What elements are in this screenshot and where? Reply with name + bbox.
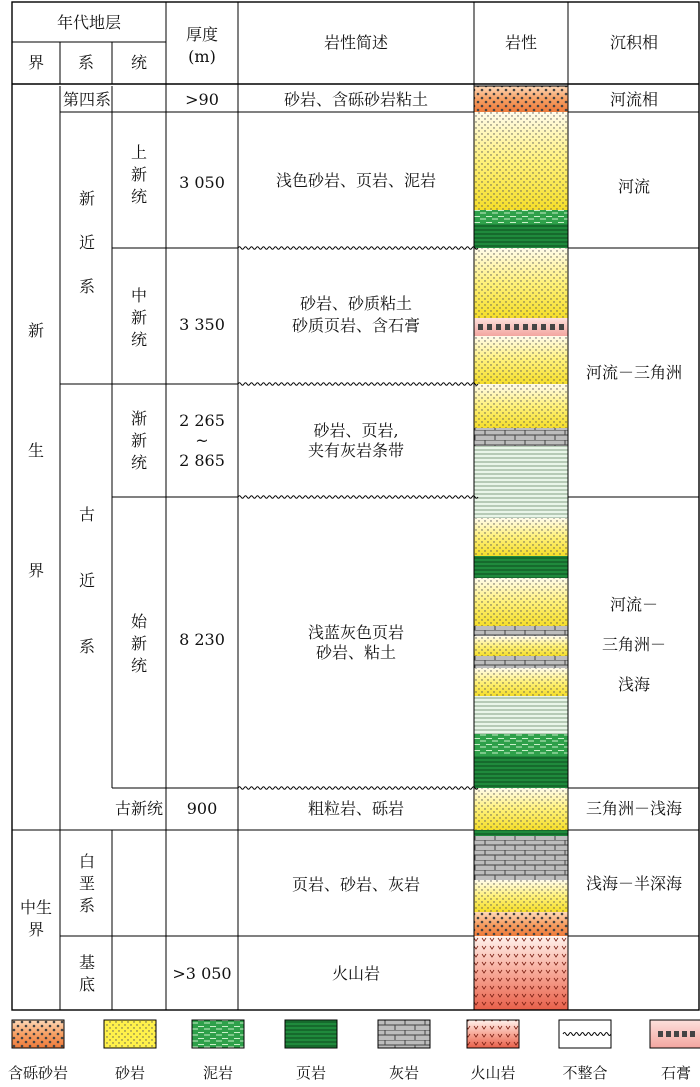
- lithology-description: 砂岩、含砾砂岩粘土: [283, 90, 429, 109]
- facies-label: 浅海: [617, 675, 651, 694]
- lithology-band-peb: [474, 86, 568, 112]
- lithology-description: 砂质页岩、含石膏: [291, 316, 421, 335]
- lithology-band-shalelight: [474, 497, 568, 518]
- header-lithology: 岩性: [504, 33, 538, 52]
- lithology-band-sand: [474, 788, 568, 830]
- era-label: 生: [27, 441, 45, 460]
- thickness-value: ~: [195, 431, 209, 450]
- lithology-band-lime: [474, 656, 568, 668]
- thickness-value: 3 050: [179, 173, 225, 192]
- header-era: 界: [27, 53, 45, 72]
- lithology-description: 砂岩、页岩,: [313, 421, 399, 440]
- series-label: 统: [130, 453, 148, 472]
- facies-label: 河流－三角洲: [585, 363, 683, 382]
- lithology-band-sand: [474, 112, 568, 210]
- lithology-description: 砂岩、砂质粘土: [299, 294, 413, 313]
- lithology-band-lime: [474, 836, 568, 880]
- lithology-band-shale: [474, 224, 568, 248]
- lithology-description: 砂岩、粘土: [315, 643, 397, 662]
- legend-label: 页岩: [295, 1064, 327, 1082]
- era-label: 中生: [19, 898, 53, 917]
- system-label: 近: [78, 233, 96, 252]
- series-label: 新: [130, 634, 148, 653]
- era-label: 界: [27, 920, 45, 939]
- system-label: 系: [78, 277, 96, 296]
- facies-label: 三角洲－: [601, 635, 667, 654]
- header-thickness-unit: (m): [188, 47, 216, 66]
- lithology-band-sand: [474, 668, 568, 696]
- system-label: 第四系: [62, 90, 112, 109]
- legend-label: 砂岩: [114, 1064, 146, 1082]
- lithology-column: [474, 86, 568, 1010]
- lithology-band-peb: [474, 912, 568, 936]
- lithology-band-vol: [474, 936, 568, 1010]
- series-label: 新: [130, 431, 148, 450]
- lithology-band-shale: [474, 830, 568, 836]
- legend-label: 不整合: [562, 1064, 608, 1082]
- lithology-band-sand: [474, 384, 568, 428]
- thickness-value: 900: [186, 799, 218, 818]
- system-label: 系: [78, 637, 96, 656]
- thickness-value: 3 350: [179, 315, 225, 334]
- series-label: 上: [130, 143, 148, 162]
- system-label: 底: [78, 975, 96, 994]
- sandstone-icon: [104, 1020, 156, 1048]
- lithology-description: 浅蓝灰色页岩: [307, 623, 405, 642]
- series-label: 统: [130, 656, 148, 675]
- thickness-value: 2 865: [179, 451, 225, 470]
- facies-label: 河流－: [609, 595, 659, 614]
- lithology-band-shale: [474, 556, 568, 578]
- series-label: 新: [130, 165, 148, 184]
- lithology-band-shalelight: [474, 446, 568, 462]
- header-series: 统: [130, 53, 148, 72]
- system-label: 近: [78, 571, 96, 590]
- facies-label: 三角洲－浅海: [585, 799, 683, 818]
- pebbly-sandstone-icon: [12, 1020, 64, 1048]
- lithology-description: 火山岩: [331, 964, 381, 983]
- lithology-band-shale: [474, 756, 568, 788]
- volcanic-icon: [467, 1020, 519, 1048]
- series-label: 统: [130, 330, 148, 349]
- unconformity-icon: [559, 1020, 611, 1048]
- system-label: 基: [78, 953, 96, 972]
- lithology-band-sand: [474, 518, 568, 556]
- header-thickness-title: 厚度: [185, 25, 219, 44]
- lithology-band-sand: [474, 636, 568, 656]
- gypsum-icon: [650, 1020, 700, 1048]
- lithology-band-lime: [474, 428, 568, 446]
- facies-label: 浅海－半深海: [585, 874, 683, 893]
- legend-label: 火山岩: [470, 1064, 516, 1082]
- legend: [8, 1020, 700, 1082]
- lithology-band-lime: [474, 626, 568, 636]
- lithology-description: 夹有灰岩条带: [307, 441, 405, 460]
- lithology-band-shalelight: [474, 696, 568, 734]
- lithology-band-sand: [474, 880, 568, 912]
- table-grid: [12, 2, 699, 1010]
- series-label: 渐: [130, 409, 148, 428]
- system-label: 新: [78, 189, 96, 208]
- lithology-band-mud: [474, 734, 568, 756]
- legend-label: 泥岩: [202, 1064, 234, 1082]
- series-label: 统: [130, 187, 148, 206]
- lithology-band-shalelight: [474, 462, 568, 497]
- system-label: 垩: [78, 874, 96, 893]
- thickness-value: 8 230: [179, 630, 225, 649]
- mudstone-icon: [192, 1020, 244, 1048]
- lithology-band-mud: [474, 210, 568, 224]
- legend-label: 含砾砂岩: [7, 1064, 69, 1082]
- thickness-value: >90: [185, 90, 219, 109]
- facies-label: 河流相: [609, 90, 659, 109]
- lithology-description: 页岩、砂岩、灰岩: [291, 875, 421, 894]
- header-era-group: 年代地层: [56, 13, 122, 32]
- facies-label: 河流: [617, 177, 651, 196]
- header-facies: 沉积相: [609, 33, 659, 52]
- lithology-band-sand: [474, 578, 568, 626]
- series-label: 新: [130, 308, 148, 327]
- shale-icon: [285, 1020, 337, 1048]
- system-label: 系: [78, 896, 96, 915]
- header-description: 岩性简述: [323, 33, 389, 52]
- lithology-band-sand: [474, 248, 568, 318]
- thickness-value: 2 265: [179, 411, 225, 430]
- lithology-description: 粗粒岩、砾岩: [307, 799, 405, 818]
- header-system: 系: [77, 53, 95, 72]
- era-label: 界: [27, 561, 45, 580]
- series-label: 古新统: [114, 799, 164, 818]
- thickness-value: >3 050: [172, 964, 232, 983]
- legend-label: 灰岩: [388, 1064, 420, 1082]
- table-cells: [20, 90, 682, 994]
- legend-label: 石膏: [660, 1064, 692, 1082]
- system-label: 白: [78, 852, 96, 871]
- lithology-band-gyp: [474, 318, 568, 336]
- lithology-band-sand: [474, 336, 568, 384]
- limestone-icon: [378, 1020, 430, 1048]
- system-label: 古: [78, 505, 96, 524]
- series-label: 中: [130, 286, 148, 305]
- era-label: 新: [27, 321, 45, 340]
- series-label: 始: [130, 612, 148, 631]
- lithology-description: 浅色砂岩、页岩、泥岩: [275, 171, 437, 190]
